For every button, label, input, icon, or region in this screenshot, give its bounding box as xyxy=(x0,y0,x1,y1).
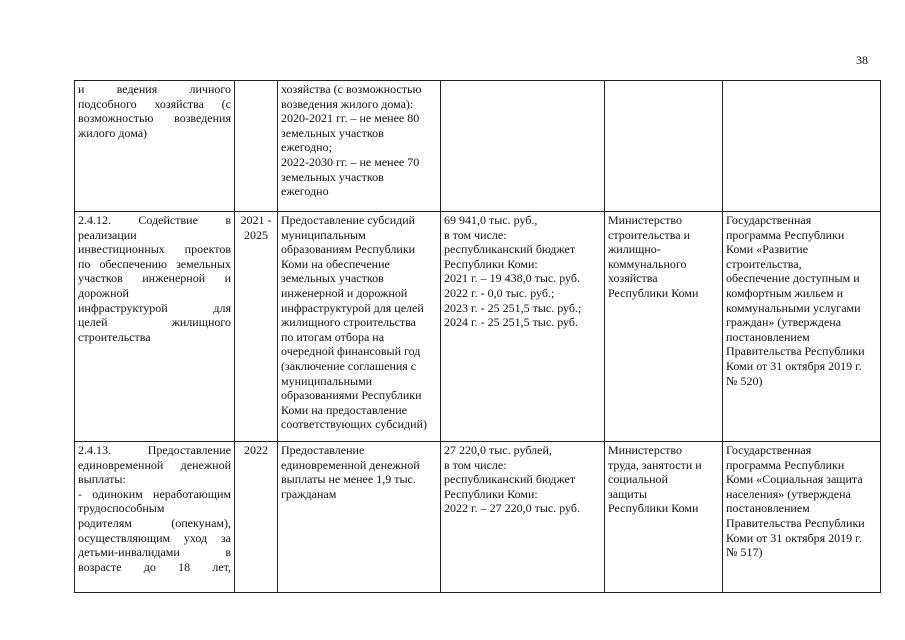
funding-cell xyxy=(441,442,605,593)
funding-line: 2023 г. - 25 251,5 тыс. руб.; xyxy=(444,300,582,315)
result-cell xyxy=(278,212,441,442)
table-row xyxy=(75,442,881,593)
funding-line: Республики Коми: xyxy=(444,486,538,501)
executor-line: труда, занятости и xyxy=(608,457,702,472)
result-line: образованиям Республики xyxy=(281,242,416,257)
executor-line: строительства и xyxy=(608,227,690,242)
measure-line: единовременной денежной xyxy=(78,457,231,472)
table-row xyxy=(75,212,881,442)
funding-cell xyxy=(441,212,605,442)
measures-table xyxy=(74,80,881,593)
result-line: хозяйства (с возможностью xyxy=(281,82,422,96)
funding-line: республиканский бюджет xyxy=(444,242,576,257)
period-text: 2022 xyxy=(244,443,268,457)
measure-line: дорожной xyxy=(78,285,129,300)
executor-cell xyxy=(605,212,723,442)
program-line: постановлением xyxy=(726,329,810,344)
result-line: земельных участков xyxy=(281,125,384,140)
measure-line: строительства xyxy=(78,329,151,344)
period-cell xyxy=(235,81,278,212)
measure-line: детьми-инвалидами в xyxy=(78,545,231,560)
measure-line: инвестиционных проектов xyxy=(78,242,231,257)
executor-line: коммунального xyxy=(608,256,687,271)
result-line: ежегодно; xyxy=(281,140,332,155)
program-line: комфортным жильем и xyxy=(726,285,844,300)
measure-line: трудоспособным xyxy=(78,501,165,516)
table-row xyxy=(75,81,881,212)
program-line: Коми от 31 октября 2019 г. xyxy=(726,530,862,545)
measure-line: инфраструктурой для xyxy=(78,300,231,315)
result-line: инфраструктурой для целей xyxy=(281,300,424,315)
result-line: образованиями Республики xyxy=(281,388,422,403)
funding-line: 69 941,0 тыс. руб., xyxy=(444,213,538,227)
measure-line: выплаты: xyxy=(78,472,126,487)
measure-line: участков инженерной и xyxy=(78,271,231,286)
funding-cell xyxy=(441,81,605,212)
measure-line: - одиноким неработающим xyxy=(78,486,231,501)
program-line: № 520) xyxy=(726,373,763,388)
measure-cell xyxy=(75,212,235,442)
program-line: программа Республики xyxy=(726,227,845,242)
program-line: № 517) xyxy=(726,545,763,560)
program-line: коммунальными услугами xyxy=(726,300,861,315)
result-line: инженерной и дорожной xyxy=(281,285,408,300)
measure-line: 2.4.12. Содействие в xyxy=(78,213,231,227)
measure-line: возрасте до 18 лет, xyxy=(78,559,231,574)
program-line: Коми «Социальная защита xyxy=(726,472,863,487)
funding-line: 2021 г. – 19 438,0 тыс. руб. xyxy=(444,271,580,286)
program-line: Коми «Развитие xyxy=(726,242,809,257)
executor-line: жилищно- xyxy=(608,242,661,257)
result-line: единовременной денежной xyxy=(281,457,420,472)
result-cell xyxy=(278,81,441,212)
measure-cell xyxy=(75,81,235,212)
result-line: ежегодно xyxy=(281,184,329,199)
result-line: 2022-2030 гг. – не менее 70 xyxy=(281,154,420,169)
result-cell xyxy=(278,442,441,593)
program-line: обеспечение доступным и xyxy=(726,271,860,286)
measure-line: осуществляющим уход за xyxy=(78,530,231,545)
period-text: 2021 - 2025 xyxy=(240,213,272,242)
program-line: Правительства Республики xyxy=(726,344,865,359)
result-line: возведения жилого дома): xyxy=(281,96,414,111)
result-line: Коми на обеспечение xyxy=(281,256,390,271)
page-number: 38 xyxy=(856,53,868,67)
program-cell xyxy=(723,81,881,212)
period-cell xyxy=(235,442,278,593)
result-line: жилищного строительства xyxy=(281,315,416,330)
result-line: выплаты не менее 1,9 тыс. xyxy=(281,472,416,487)
measure-line: жилого дома) xyxy=(78,125,148,140)
program-cell xyxy=(723,442,881,593)
measure-cell xyxy=(75,442,235,593)
measure-line: по обеспечению земельных xyxy=(78,256,231,271)
result-line: Предоставление субсидий xyxy=(281,213,416,227)
funding-line: 2022 г. - 0,0 тыс. руб.; xyxy=(444,285,555,300)
period-cell xyxy=(235,212,278,442)
result-line: Коми на предоставление xyxy=(281,402,407,417)
program-line: населения» (утверждена xyxy=(726,486,851,501)
funding-line: 2022 г. – 27 220,0 тыс. руб. xyxy=(444,501,580,516)
result-line: 2020-2021 гг. – не менее 80 xyxy=(281,111,420,126)
program-line: граждан» (утверждена xyxy=(726,315,842,330)
funding-line: 2024 г. - 25 251,5 тыс. руб. xyxy=(444,315,578,330)
funding-line: 27 220,0 тыс. рублей, xyxy=(444,443,552,457)
measure-line: подсобного хозяйства (с xyxy=(78,96,231,111)
executor-line: Министерство xyxy=(608,443,682,457)
executor-cell xyxy=(605,442,723,593)
measure-line: возможностью возведения xyxy=(78,111,231,126)
result-line: муниципальными xyxy=(281,373,373,388)
funding-line: в том числе: xyxy=(444,227,507,242)
program-line: Государственная xyxy=(726,213,812,227)
result-line: Предоставление xyxy=(281,443,365,457)
result-line: (заключение соглашения с xyxy=(281,358,417,373)
funding-line: в том числе: xyxy=(444,457,507,472)
funding-line: республиканский бюджет xyxy=(444,472,576,487)
executor-line: социальной xyxy=(608,472,668,487)
measure-line: целей жилищного xyxy=(78,315,231,330)
funding-line: Республики Коми: xyxy=(444,256,538,271)
result-line: гражданам xyxy=(281,486,337,501)
executor-cell xyxy=(605,81,723,212)
program-line: Государственная xyxy=(726,443,812,457)
measure-line: 2.4.13. Предоставление xyxy=(78,443,231,457)
measure-line: реализации xyxy=(78,227,137,242)
measure-line: родителям (опекунам), xyxy=(78,515,231,530)
program-line: программа Республики xyxy=(726,457,845,472)
result-line: по итогам отбора на xyxy=(281,329,385,344)
program-line: Коми от 31 октября 2019 г. xyxy=(726,358,862,373)
program-line: Правительства Республики xyxy=(726,515,865,530)
program-line: постановлением xyxy=(726,501,810,516)
program-line: строительства, xyxy=(726,256,802,271)
executor-line: Республики Коми xyxy=(608,501,699,516)
executor-line: Министерство xyxy=(608,213,682,227)
measure-line: и ведения личного xyxy=(78,82,231,96)
result-line: муниципальным xyxy=(281,227,366,242)
executor-line: хозяйства xyxy=(608,271,658,286)
program-cell xyxy=(723,212,881,442)
result-line: земельных участков xyxy=(281,169,384,184)
executor-line: защиты xyxy=(608,486,648,501)
result-line: соответствующих субсидий) xyxy=(281,417,427,432)
executor-line: Республики Коми xyxy=(608,285,699,300)
result-line: очередной финансовый год xyxy=(281,344,421,359)
result-line: земельных участков xyxy=(281,271,384,286)
